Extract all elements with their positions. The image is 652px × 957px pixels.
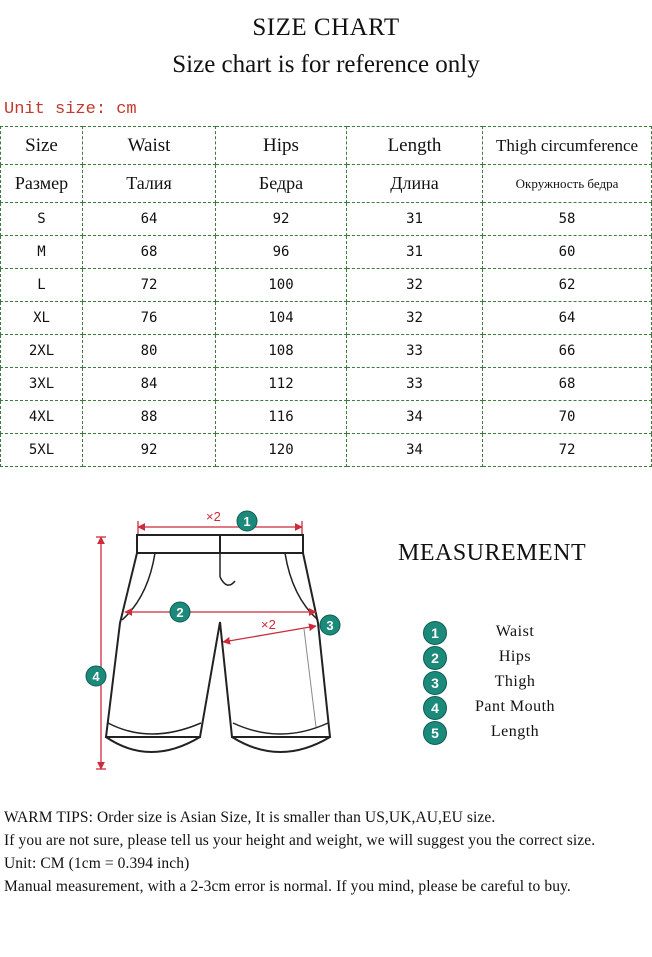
table-row	[1, 335, 652, 368]
legend-item-hips	[420, 645, 620, 669]
shorts-outline	[106, 535, 330, 752]
header-length-ru: Длина	[347, 165, 483, 203]
cell-size: L	[1, 269, 83, 302]
cell-length: 34	[347, 401, 483, 434]
cell-thigh: 72	[483, 434, 652, 467]
header-length: Length	[347, 127, 483, 165]
cell-length: 34	[347, 434, 483, 467]
cell-size: S	[1, 203, 83, 236]
unit-label: Unit size: cm	[4, 100, 137, 119]
legend-item-length	[420, 720, 620, 744]
marker-length-number: 4	[92, 669, 100, 684]
page-subtitle: Size chart is for reference only	[172, 51, 480, 78]
cell-waist: 72	[83, 269, 216, 302]
legend-label: Hips	[498, 648, 532, 665]
cell-hips: 92	[216, 203, 347, 236]
cell-size: M	[1, 236, 83, 269]
legend-label: Length	[490, 723, 540, 740]
cell-hips: 116	[216, 401, 347, 434]
cell-waist: 80	[83, 335, 216, 368]
cell-size: XL	[1, 302, 83, 335]
cell-length: 32	[347, 302, 483, 335]
cell-thigh: 68	[483, 368, 652, 401]
header-waist-ru: Талия	[83, 165, 216, 203]
table-row	[1, 302, 652, 335]
marker-waist	[237, 511, 257, 531]
marker-waist-number: 1	[243, 514, 251, 529]
warm-tips	[4, 806, 650, 898]
legend-item-thigh	[420, 670, 620, 694]
cell-waist: 64	[83, 203, 216, 236]
cell-length: 31	[347, 203, 483, 236]
size-table	[0, 126, 652, 467]
header-hips: Hips	[216, 127, 347, 165]
marker-hips-number: 2	[176, 605, 184, 620]
shorts-diagram	[80, 505, 350, 775]
table-row	[1, 434, 652, 467]
cell-waist: 88	[83, 401, 216, 434]
cell-size: 2XL	[1, 335, 83, 368]
cell-thigh: 62	[483, 269, 652, 302]
page-title: SIZE CHART	[252, 14, 400, 41]
cell-thigh: 64	[483, 302, 652, 335]
marker-length	[86, 666, 106, 686]
table-row	[1, 236, 652, 269]
cell-thigh: 66	[483, 335, 652, 368]
cell-hips: 112	[216, 368, 347, 401]
cell-hips: 96	[216, 236, 347, 269]
cell-length: 33	[347, 335, 483, 368]
cell-thigh: 60	[483, 236, 652, 269]
table-row	[1, 401, 652, 434]
header-hips-ru: Бедра	[216, 165, 347, 203]
tip-line: Manual measurement, with a 2-3cm error is normal. If you mind, please be careful to buy.	[4, 878, 571, 895]
table-row	[1, 368, 652, 401]
header-thigh-ru: Окружность бедра	[483, 165, 652, 203]
header-waist: Waist	[83, 127, 216, 165]
legend-number: 2	[423, 646, 447, 670]
legend-number: 4	[423, 696, 447, 720]
header-row-en	[1, 127, 652, 165]
marker-thigh	[320, 615, 340, 635]
cell-length: 31	[347, 236, 483, 269]
cell-waist: 68	[83, 236, 216, 269]
marker-thigh-number: 3	[326, 618, 334, 633]
cell-length: 33	[347, 368, 483, 401]
legend-label: Pant Mouth	[474, 698, 556, 715]
cell-hips: 100	[216, 269, 347, 302]
header-row-ru	[1, 165, 652, 203]
legend-label: Thigh	[494, 673, 536, 690]
legend-number: 5	[423, 721, 447, 745]
cell-thigh: 70	[483, 401, 652, 434]
tip-line: Unit: CM (1cm = 0.394 inch)	[4, 855, 190, 872]
table-row	[1, 203, 652, 236]
cell-size: 4XL	[1, 401, 83, 434]
x2-label-waist: ×2	[206, 509, 221, 524]
cell-waist: 84	[83, 368, 216, 401]
table-row	[1, 269, 652, 302]
header-size-ru: Размер	[1, 165, 83, 203]
measurement-title: MEASUREMENT	[398, 540, 587, 566]
cell-hips: 108	[216, 335, 347, 368]
header-size: Size	[1, 127, 83, 165]
cell-thigh: 58	[483, 203, 652, 236]
marker-hips	[170, 602, 190, 622]
cell-waist: 76	[83, 302, 216, 335]
tip-line: WARM TIPS: Order size is Asian Size, It is smaller than US,UK,AU,EU size.	[4, 809, 496, 826]
legend-item-pant-mouth	[420, 695, 620, 719]
legend-item-waist	[420, 620, 620, 644]
cell-size: 5XL	[1, 434, 83, 467]
legend-number: 1	[423, 621, 447, 645]
header-thigh: Thigh circumference	[483, 127, 652, 165]
cell-size: 3XL	[1, 368, 83, 401]
x2-label-thigh: ×2	[261, 617, 276, 632]
cell-length: 32	[347, 269, 483, 302]
cell-hips: 120	[216, 434, 347, 467]
cell-hips: 104	[216, 302, 347, 335]
tip-line: If you are not sure, please tell us your height and weight, we will suggest you the correct size.	[4, 832, 596, 849]
legend-label: Waist	[495, 623, 535, 640]
cell-waist: 92	[83, 434, 216, 467]
legend-number: 3	[423, 671, 447, 695]
